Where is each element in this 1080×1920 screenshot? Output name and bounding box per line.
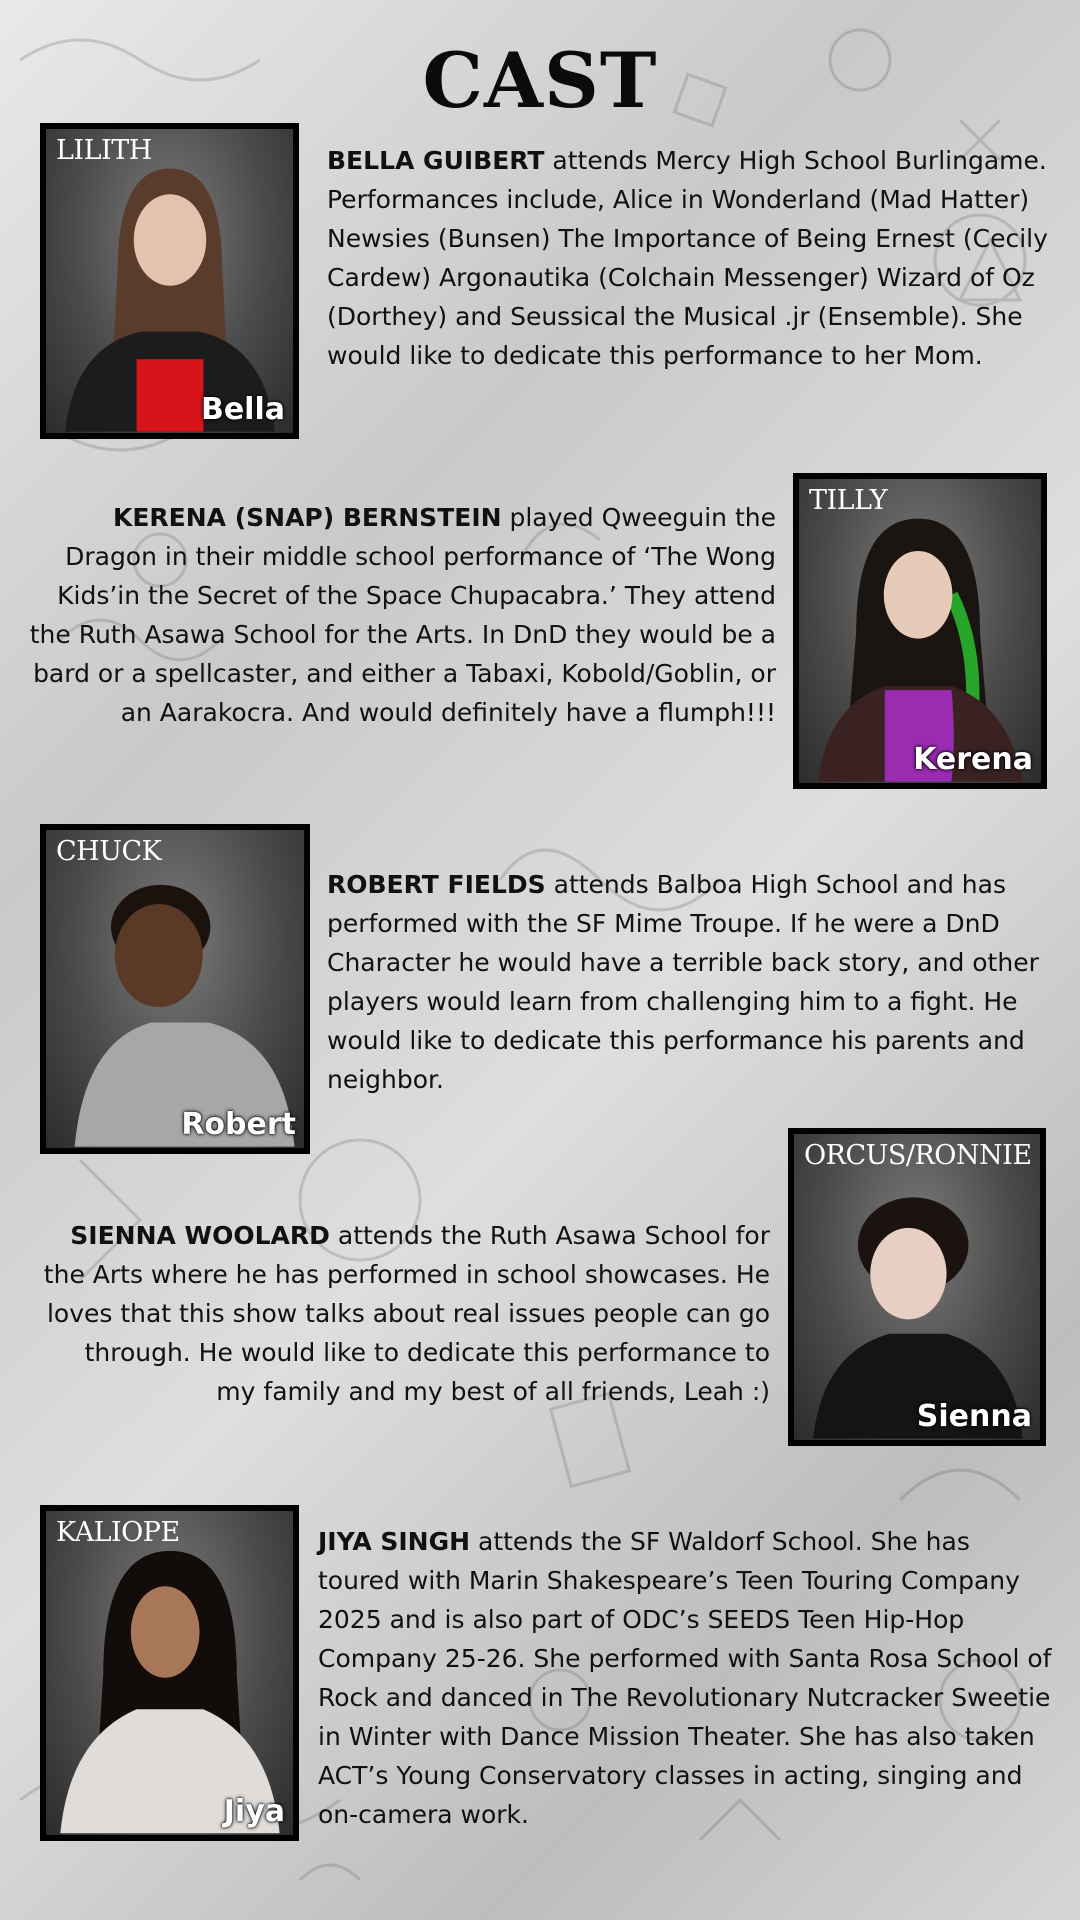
portrait-bella-icon xyxy=(46,129,293,433)
bio-bella xyxy=(327,141,1053,375)
actor-first-name: Bella xyxy=(200,392,285,427)
actor-name: JIYA SINGH xyxy=(318,1527,471,1556)
character-role: LILITH xyxy=(56,135,152,166)
bio-text: played Qweeguin the Dragon in their middle school performance of ‘The Wong Kids’in the Secret of the Space Chupacabra.’ They attend the Ruth Asawa School for the Arts. In DnD they would be a bard or a spellcaster, and either a Tabaxi, Kobold/Goblin, or an Aarakocra. And would definitely have a flumph!!! xyxy=(29,503,776,727)
portrait-sienna-icon xyxy=(794,1134,1040,1440)
actor-name: BELLA GUIBERT xyxy=(327,146,545,175)
actor-name: SIENNA WOOLARD xyxy=(70,1221,330,1250)
actor-first-name: Sienna xyxy=(916,1399,1032,1434)
actor-first-name: Jiya xyxy=(223,1794,285,1829)
cast-photo-kerena xyxy=(793,473,1047,789)
page-title: CAST xyxy=(422,36,658,125)
actor-name: ROBERT FIELDS xyxy=(327,870,546,899)
portrait-robert-icon xyxy=(46,830,304,1148)
character-role: ORCUS/RONNIE xyxy=(804,1140,1032,1171)
bio-jiya xyxy=(318,1522,1052,1834)
cast-photo-jiya xyxy=(40,1505,299,1841)
bio-sienna xyxy=(40,1216,770,1411)
actor-name: KERENA (SNAP) BERNSTEIN xyxy=(112,503,502,532)
cast-photo-sienna xyxy=(788,1128,1046,1446)
portrait-jiya-icon xyxy=(46,1511,293,1835)
cast-photo-robert xyxy=(40,824,310,1154)
bio-text: attends the SF Waldorf School. She has toured with Marin Shakespeare’s Teen Touring Company 2025 and is also part of ODC’s SEEDS Teen Hip-Hop Company 25-26. She performed with Santa Rosa School of Rock and danced in The Revolutionary Nutcracker Sweetie in Winter with Dance Mission Theater. She has also taken ACT’s Young Conservatory classes in acting, singing and on-camera work. xyxy=(318,1527,1052,1829)
bio-robert xyxy=(327,865,1062,1099)
character-role: KALIOPE xyxy=(56,1517,180,1548)
cast-photo-bella xyxy=(40,123,299,439)
bio-text: attends the Ruth Asawa School for the Arts where he has performed in school showcases. He loves that this show talks about real issues people can go through. He would like to dedicate this performance to my family and my best of all friends, Leah :) xyxy=(43,1221,770,1406)
actor-first-name: Robert xyxy=(181,1107,296,1142)
bio-text: attends Balboa High School and has performed with the SF Mime Troupe. If he were a DnD Character he would have a terrible back story, and other players would learn from challenging him to a fight. He would like to dedicate this performance his parents and neighbor. xyxy=(327,870,1039,1094)
bio-text: attends Mercy High School Burlingame. Performances include, Alice in Wonderland (Mad Hatter) Newsies (Bunsen) The Importance of Being Ernest (Cecily Cardew) Argonautika (Colchain Messenger) Wizard of Oz (Dorthey) and Seussical the Musical .jr (Ensemble). She would like to dedicate this performance to her Mom. xyxy=(327,146,1048,370)
character-role: TILLY xyxy=(809,485,888,516)
bio-kerena xyxy=(20,498,776,732)
portrait-kerena-icon xyxy=(799,479,1041,783)
character-role: CHUCK xyxy=(56,836,162,867)
actor-first-name: Kerena xyxy=(913,742,1033,777)
